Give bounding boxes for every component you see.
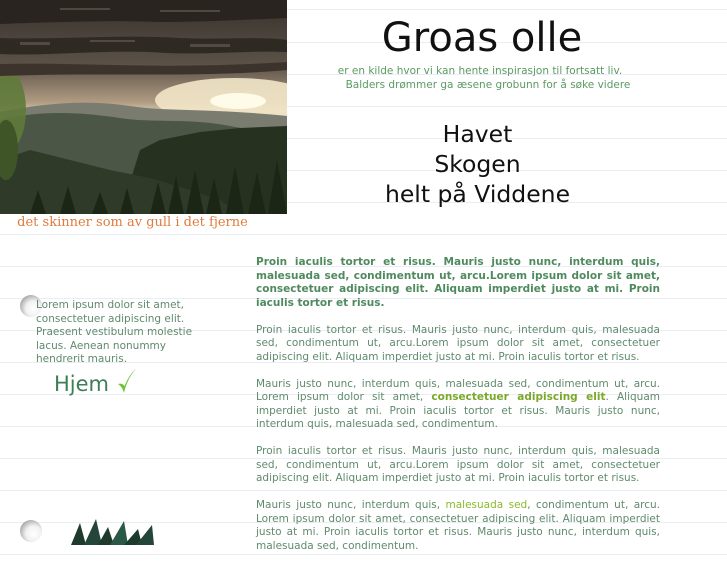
- consectetuer-link[interactable]: consectetuer adipiscing elit: [431, 391, 606, 403]
- heading-viddene: helt på Viddene: [384, 180, 571, 208]
- malesuada-link[interactable]: malesuada sed: [445, 499, 528, 511]
- main-content: [256, 256, 660, 567]
- lead-paragraph: Proin iaculis tortor et risus. Mauris justo nunc, interdum quis, malesuada sed, condimentum ut, arcu.Lorem ipsum dolor sit amet, consectetuer adipiscing elit. Aliquam imperdiet justo at mi. Proin iaculis tortor et risus.: [256, 256, 660, 309]
- content-paragraph: Proin iaculis tortor et risus. Mauris justo nunc, interdum quis, malesuada sed, condimentum ut, arcu.Lorem ipsum dolor sit amet, consectetuer adipiscing elit. Aliquam imperdiet justo at mi. Proin iaculis tortor et risus.: [256, 323, 660, 363]
- text-segment: Mauris justo nunc, interdum quis, malesuada sed, condimentum ut, arcu. Lorem ipsum dolor sit amet,: [256, 377, 660, 403]
- sidebar-bullet-icon: [20, 520, 42, 542]
- checkmark-icon: [117, 368, 137, 394]
- text-segment: , condimentum ut, arcu. Lorem ipsum dolor sit amet, consectetuer adipiscing elit. Aliquam imperdiet justo at mi. Proin iaculis tortor et risus. Mauris justo nunc, interdum quis, malesuada sed, condimentum.: [256, 499, 660, 552]
- sidebar-intro-text: Lorem ipsum dolor sit amet, consectetuer adipiscing elit. Praesent vestibulum molestie lacus. Aenean nonummy hendrerit mauris.: [36, 299, 193, 365]
- text-segment: . Aliquam imperdiet justo at mi. Proin iaculis tortor et risus. Mauris justo nunc, interdum quis, malesuada sed, condimentum.: [256, 391, 660, 430]
- landscape-illustration: [0, 0, 287, 214]
- site-title: Groas olle: [381, 15, 583, 61]
- heading-havet: Havet: [442, 120, 513, 148]
- tagline-line-2: Balders drømmer ga æsene grobunn for å søke videre: [345, 79, 631, 91]
- spiky-plant-icon: [66, 519, 156, 545]
- text-segment: Mauris justo nunc, interdum quis,: [256, 499, 446, 511]
- nav-home-link[interactable]: [54, 368, 137, 396]
- nav-home-label: Hjem: [54, 372, 110, 396]
- tagline-line-1: er en kilde hvor vi kan hente inspirasjon til fortsatt liv.: [337, 65, 623, 77]
- photo-caption: det skinner som av gull i det fjerne: [17, 215, 248, 230]
- theme-headings: [330, 119, 625, 209]
- heading-skogen: Skogen: [434, 150, 521, 178]
- content-paragraph: Proin iaculis tortor et risus. Mauris justo nunc, interdum quis, malesuada sed, condimentum ut, arcu.Lorem ipsum dolor sit amet, consectetuer adipiscing elit. Aliquam imperdiet justo at mi. Proin iaculis tortor et risus.: [256, 445, 660, 484]
- content-paragraph: [256, 378, 660, 432]
- header-landscape-photo: [0, 0, 287, 214]
